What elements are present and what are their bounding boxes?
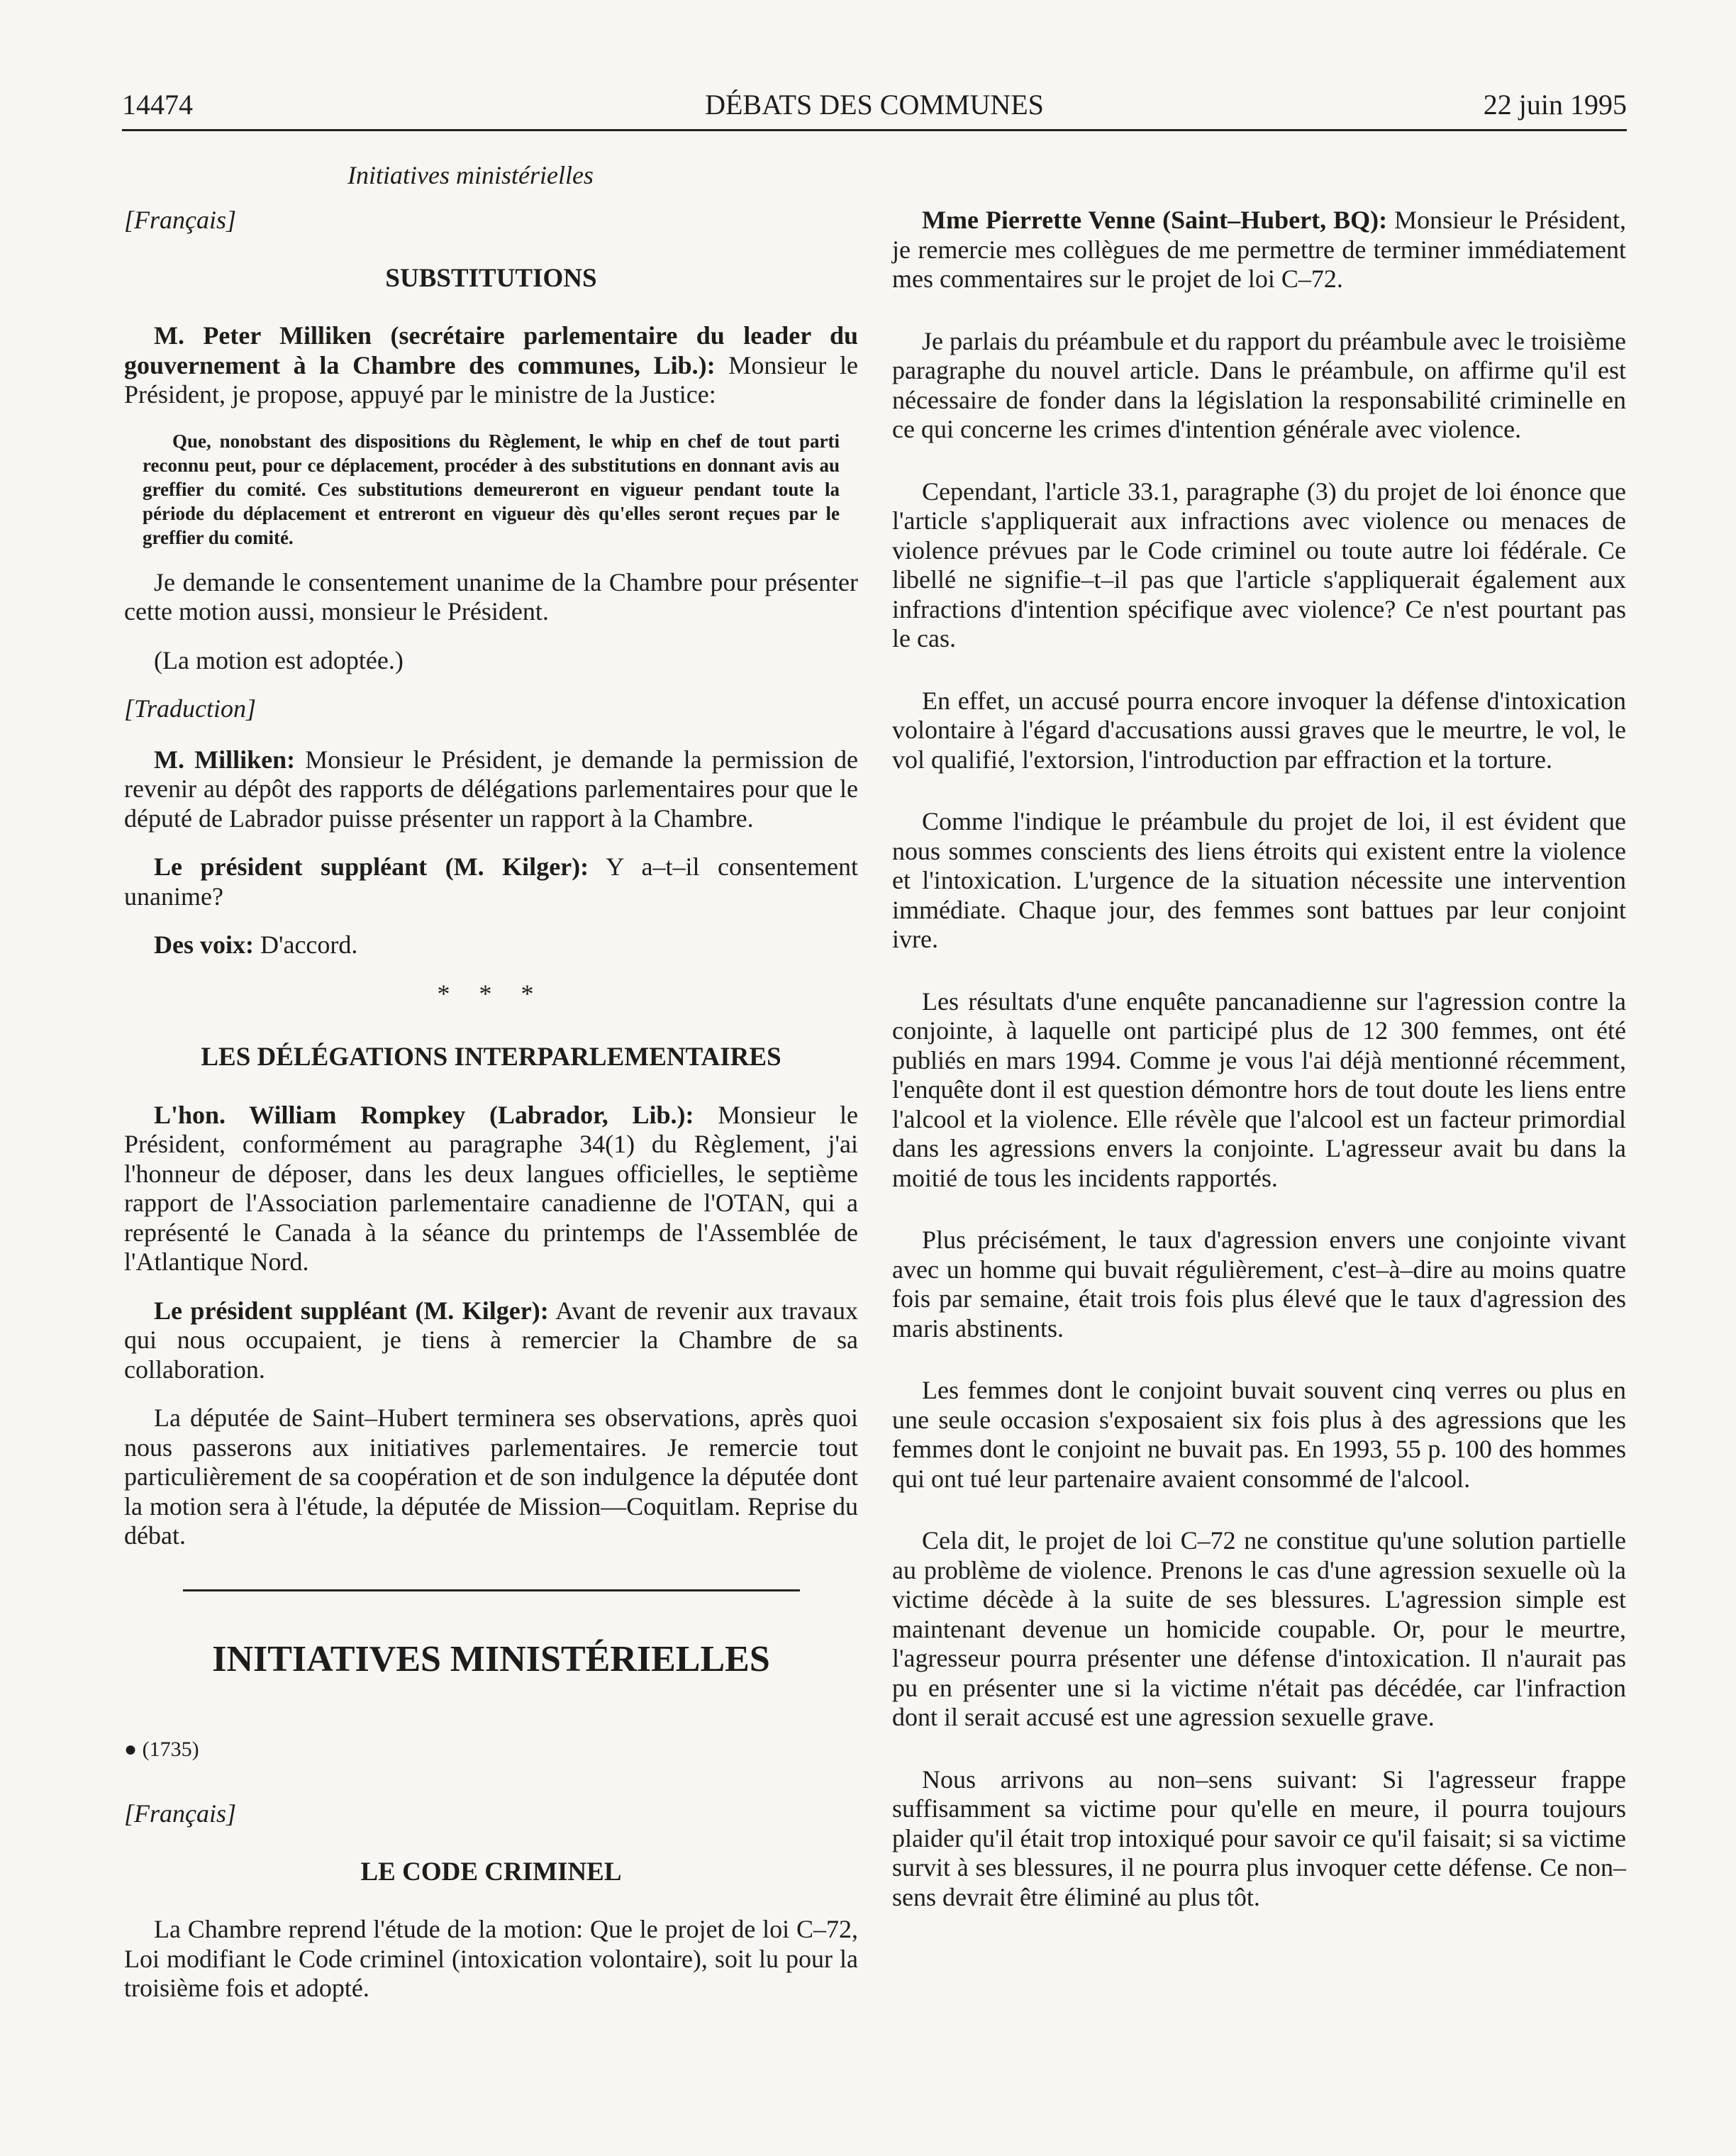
paragraph: Nous arrivons au non–sens suivant: Si l'agresseur frappe suffisamment sa victime pour qu'elle en meure, il pourra toujours plaider qu'il était trop intoxiqué pour savoir ce qu'il faisait; si sa victime survit à ses blessures, il ne pourra plus invoquer cette défense. Ce non–sens devrait être éliminé au plus tôt. — [892, 1765, 1626, 1911]
language-tag: [Français] — [124, 1799, 237, 1828]
heading-code-criminel: LE CODE CRIMINEL — [360, 1857, 622, 1886]
language-tag: [Traduction] — [124, 694, 257, 723]
speech-text: Monsieur le Président, conformément au paragraphe 34(1) du Règlement, j'ai l'honneur de déposer, dans les deux langues officielles, le septième rapport de l'Association parlementaire canadienne de l'OTAN, qui a représenté le Canada à la séance du printemps de l'Assemblée de l'Atlantique Nord. — [124, 1100, 859, 1276]
paragraph: La députée de Saint–Hubert terminera ses observations, après quoi nous passerons aux initiatives parlementaires. Je remercie tout particulièrement de sa coopération et de son indulgence la députée dont la motion sera à l'étude, la députée de Mission—Coquitlam. Reprise du débat. — [124, 1404, 858, 1550]
speaker-name: Des voix: — [154, 930, 254, 959]
paragraph — [124, 321, 858, 410]
paragraph — [124, 930, 858, 960]
speech-text: Avant de revenir aux travaux qui nous occupaient, je tiens à remercier la Chambre de sa collaboration. — [124, 1296, 858, 1384]
paragraph — [124, 745, 858, 834]
page-header — [122, 84, 1627, 131]
page-number: 14474 — [122, 89, 193, 121]
divider — [183, 1589, 800, 1591]
speaker-name: Le président suppléant (M. Kilger): — [154, 1296, 549, 1325]
paragraph — [124, 852, 858, 911]
speaker-name: M. Peter Milliken (secrétaire parlementaire du leader du gouvernement à la Chambre des communes, Lib.): — [124, 321, 858, 379]
paragraph — [124, 1101, 858, 1277]
paragraph: Plus précisément, le taux d'agression envers une conjointe vivant avec un homme qui buvait régulièrement, c'est–à–dire au moins quatre fois par semaine, était trois fois plus élevé que le taux d'agression des maris abstinents. — [892, 1226, 1626, 1343]
speech-text: D'accord. — [253, 930, 358, 959]
paragraph: La Chambre reprend l'étude de la motion: Que le projet de loi C–72, Loi modifiant le Code criminel (intoxication volontaire), soit lu pour la troisième fois et adopté. — [124, 1915, 858, 2002]
speaker-name: Mme Pierrette Venne (Saint–Hubert, BQ): — [922, 206, 1388, 234]
section-title: Initiatives ministérielles — [347, 161, 594, 189]
paragraph: Comme l'indique le préambule du projet de loi, il est évident que nous sommes conscients des liens étroits qui existent entre la violence et l'intoxication. L'urgence de la situation nécessite une intervention immédiate. Chaque jour, des femmes sont battues par leur conjoint ivre. — [892, 807, 1626, 953]
speaker-name: L'hon. William Rompkey (Labrador, Lib.): — [154, 1100, 694, 1129]
speech-text: Y a–t–il consentement unanime? — [124, 852, 858, 911]
language-tag: [Français] — [124, 206, 237, 234]
journal-title: DÉBATS DES COMMUNES — [705, 89, 1044, 121]
section-separator: * * * — [437, 979, 545, 1008]
heading-initiatives: INITIATIVES MINISTÉRIELLES — [212, 1638, 770, 1679]
paragraph: Les résultats d'une enquête pancanadienne sur l'agression contre la conjointe, à laquelle ont participé plus de 12 300 femmes, ont été publiés en mars 1994. Comme je vous l'ai déjà mentionné récemment, l'enquête dont il est question démontre hors de tout doute les liens entre l'alcool et la violence. Elle révèle que l'alcool est un facteur primordial dans les agressions envers la conjointe. L'agresseur avait bu dans la moitié de tous les incidents rapportés. — [892, 987, 1626, 1192]
speaker-name: Le président suppléant (M. Kilger): — [154, 852, 589, 881]
heading-delegations: LES DÉLÉGATIONS INTERPARLEMENTAIRES — [201, 1043, 781, 1072]
paragraph — [124, 1296, 858, 1385]
paragraph: Cela dit, le projet de loi C–72 ne constitue qu'une solution partielle au problème de violence. Prenons le cas d'une agression sexuelle où la victime décède à la suite de ses blessures. L'agression simple est maintenant devenue un homicide coupable. Or, pour le meurtre, l'agresseur pourra présenter une défense d'intoxication. Il n'aurait pas pu en présenter une si la victime n'était pas décédée, car l'infraction dont il serait accusé est une agression sexuelle grave. — [892, 1526, 1626, 1731]
issue-date: 22 juin 1995 — [1483, 89, 1627, 121]
speech-text: Monsieur le Président, je propose, appuyé par le ministre de la Justice: — [124, 350, 858, 409]
paragraph: Les femmes dont le conjoint buvait souvent cinq verres ou plus en une seule occasion s'exposaient six fois plus à des agressions que les femmes dont le conjoint ne buvait pas. En 1993, 55 p. 100 des hommes qui ont tué leur partenaire avaient consommé de l'alcool. — [892, 1376, 1626, 1493]
right-column — [892, 206, 1626, 1945]
paragraph — [892, 206, 1626, 294]
speech-text: Monsieur le Président, je demande la permission de revenir au dépôt des rapports de délégations parlementaires pour que le député de Labrador puisse présenter un rapport à la Chambre. — [124, 745, 858, 833]
heading-substitutions: SUBSTITUTIONS — [385, 263, 597, 293]
speech-text: Monsieur le Président, je remercie mes collègues de me permettre de terminer immédiatement mes commentaires sur le projet de loi C–72. — [892, 206, 1627, 293]
speaker-name: M. Milliken: — [154, 745, 296, 774]
left-column — [124, 206, 858, 2023]
paragraph: En effet, un accusé pourra encore invoquer la défense d'intoxication volontaire à l'égard d'accusations aussi graves que le meurtre, le vol, le vol qualifié, l'extorsion, l'introduction par effraction et la torture. — [892, 686, 1626, 774]
paragraph: Je parlais du préambule et du rapport du préambule avec le troisième paragraphe du nouvel article. Dans le préambule, on affirme qu'il est nécessaire de fonder dans la législation la responsabilité criminelle en ce qui concerne les crimes d'intention générale avec violence. — [892, 326, 1626, 443]
time-marker: ● (1735) — [124, 1737, 199, 1761]
paragraph: Je demande le consentement unanime de la Chambre pour présenter cette motion aussi, monsieur le Président. — [124, 567, 858, 626]
paragraph: Cependant, l'article 33.1, paragraphe (3) du projet de loi énonce que l'article s'appliquerait aux infractions avec violence ou menaces de violence prévues par le Code criminel ou toute autre loi fédérale. Ce libellé ne signifie–t–il pas que l'article s'appliquerait également aux infractions d'intention spécifique avec violence? Ce n'est pourtant pas le cas. — [892, 477, 1626, 652]
motion-text: Que, nonobstant des dispositions du Règlement, le whip en chef de tout parti reconnu peut, pour ce déplacement, procéder à des substitutions en donnant avis au greffier du comité. Ces substitutions demeureront en vigueur pendant toute la période du déplacement et entreront en vigueur dès qu'elles seront reçues par le greffier du comité. — [143, 430, 840, 548]
paragraph: (La motion est adoptée.) — [154, 645, 404, 674]
